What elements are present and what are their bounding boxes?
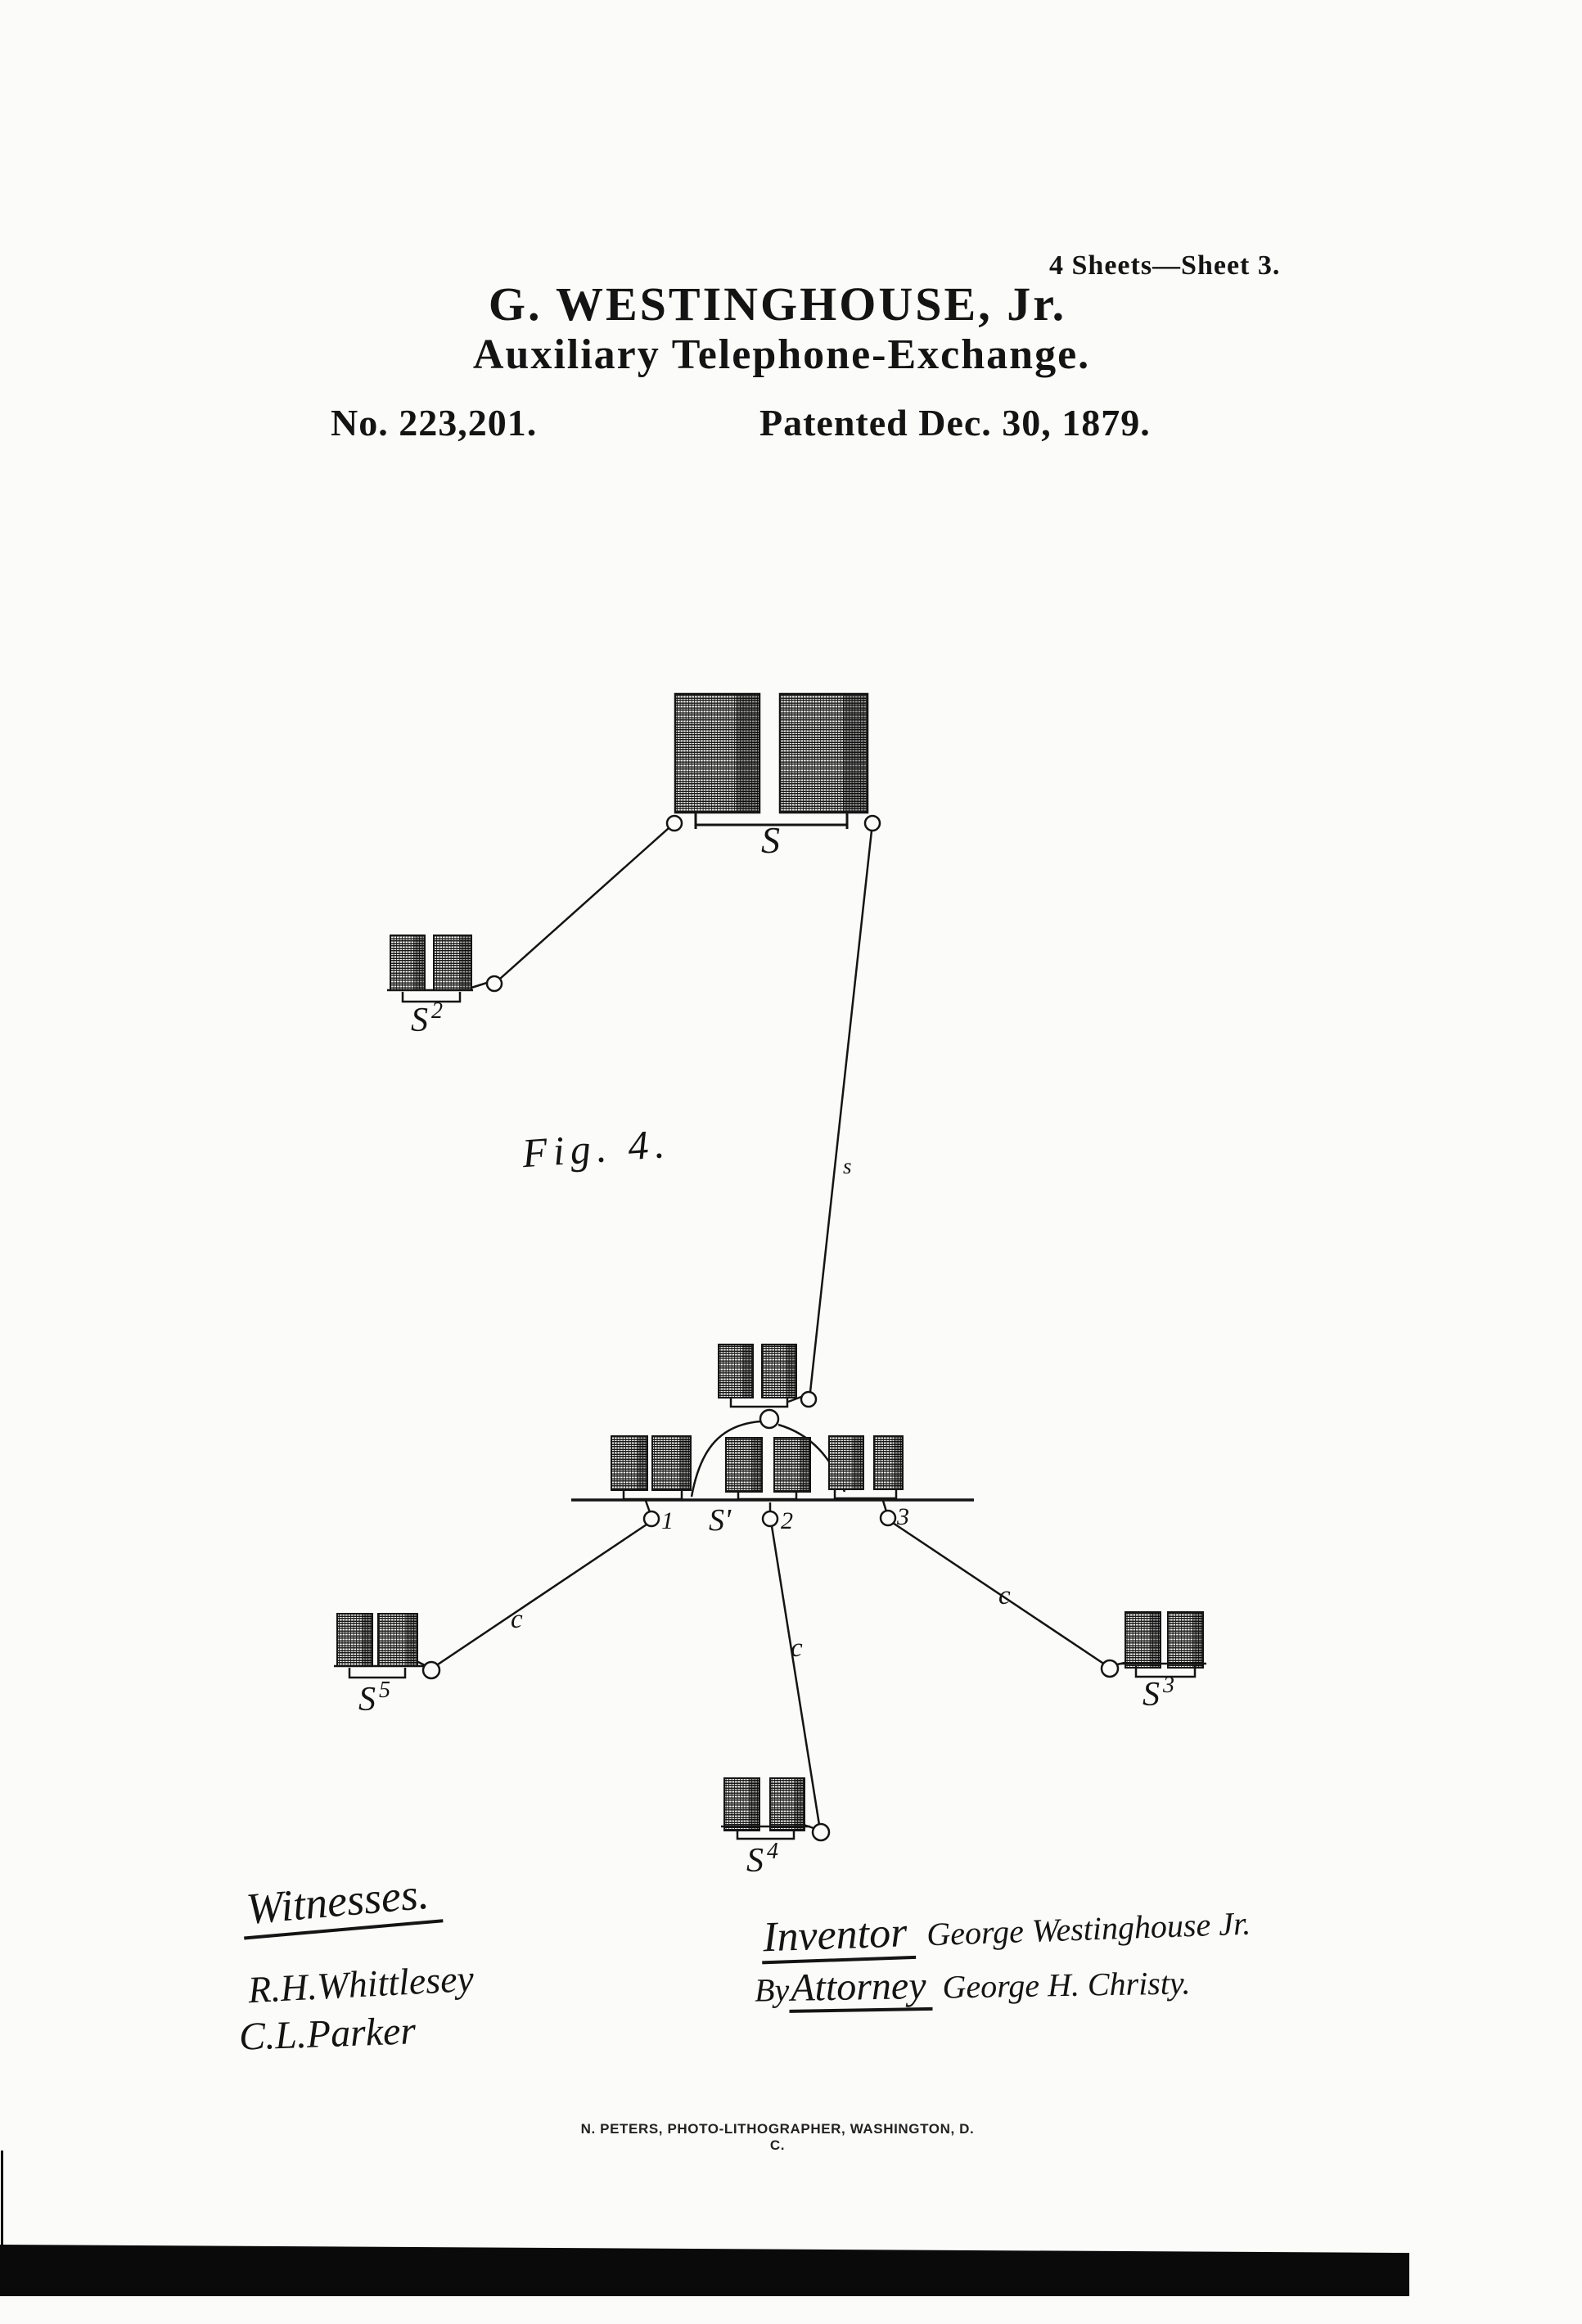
label-S2: S $^2$ [411,998,443,1039]
witness-signature-1: R.H.Whittlesey [246,1957,476,2011]
terminal-S-right [865,816,880,831]
exchange-right-pair [829,1436,903,1498]
stub-terminal-3 [883,1501,886,1511]
stub-terminal-1 [646,1501,650,1512]
terminal-1 [644,1511,659,1526]
terminal-3 [881,1511,895,1525]
label-S5: S $^5$ [358,1678,390,1718]
terminal-S3 [1102,1660,1118,1677]
station-S5 [334,1614,426,1678]
junction-circle [760,1410,778,1428]
inventor-signature: George Westinghouse Jr. [926,1904,1251,1953]
terminal-S2 [487,976,502,991]
scan-edge-line [1,2151,3,2247]
lithographer-imprint: N. PETERS, PHOTO-LITHOGRAPHER, WASHINGTON, D. C. [580,2121,975,2153]
exchange-middle-pair [726,1438,810,1499]
station-S3 [1121,1612,1206,1677]
label-wire-c-left: c [511,1605,523,1634]
terminal-S5 [423,1662,439,1678]
attorney-signature-line [755,1958,1191,2011]
bracket-exchange-left [624,1490,682,1499]
label-terminal-3: 3 [897,1503,909,1530]
label-S-prime: S' [709,1503,732,1538]
label-terminal-1: 1 [661,1507,674,1534]
sheet-info: 4 Sheets—Sheet 3. [1049,250,1281,281]
bracket-exchange-middle [738,1492,796,1499]
bracket-S5 [334,1666,426,1678]
invention-title-heading: Auxiliary Telephone-Exchange. [472,331,1091,378]
label-S3: S $^3$ [1143,1673,1174,1714]
exchange-left-pair [611,1436,691,1499]
terminal-2 [763,1511,777,1526]
attorney-signature: George H. Christy. [942,1964,1191,2006]
attorney-heading: Attorney [789,1964,933,2013]
terminals [423,816,1118,1840]
scan-bottom-bar [0,2245,1409,2296]
inventor-heading: Inventor [760,1909,916,1965]
label-S4: S $^4$ [746,1839,778,1880]
wire-s-to-exchange [810,831,872,1392]
wire-s-to-s2 [500,828,669,979]
inventor-name-heading: G. WESTINGHOUSE, Jr. [488,277,1067,331]
label-wire-c-middle: c [791,1633,803,1663]
wires [413,828,1129,1828]
bracket-S2 [387,990,473,1002]
terminal-exchange-top [801,1392,816,1407]
witnesses-heading: Witnesses. [240,1867,444,1940]
wire-c-to-s5 [435,1525,647,1666]
station-S2 [387,935,473,1002]
patent-date: Patented Dec. 30, 1879. [759,402,1151,444]
terminal-S-left [667,816,682,831]
label-S: S [761,819,780,861]
station-S4 [721,1778,810,1839]
label-terminal-2: 2 [781,1507,793,1534]
figure-4-label: Fig. 4. [521,1119,672,1177]
station-S [675,694,868,829]
patent-number: No. 223,201. [331,402,538,444]
bracket-exchange-upper [731,1398,787,1407]
label-wire-c-right: c [998,1581,1011,1610]
exchange-upper-pair [719,1344,796,1407]
link-s2 [471,983,487,988]
terminal-S4 [813,1824,829,1840]
label-wire-s: s [843,1154,852,1178]
attorney-by: By [754,1970,790,2009]
witness-signature-2: C.L.Parker [238,2009,417,2059]
